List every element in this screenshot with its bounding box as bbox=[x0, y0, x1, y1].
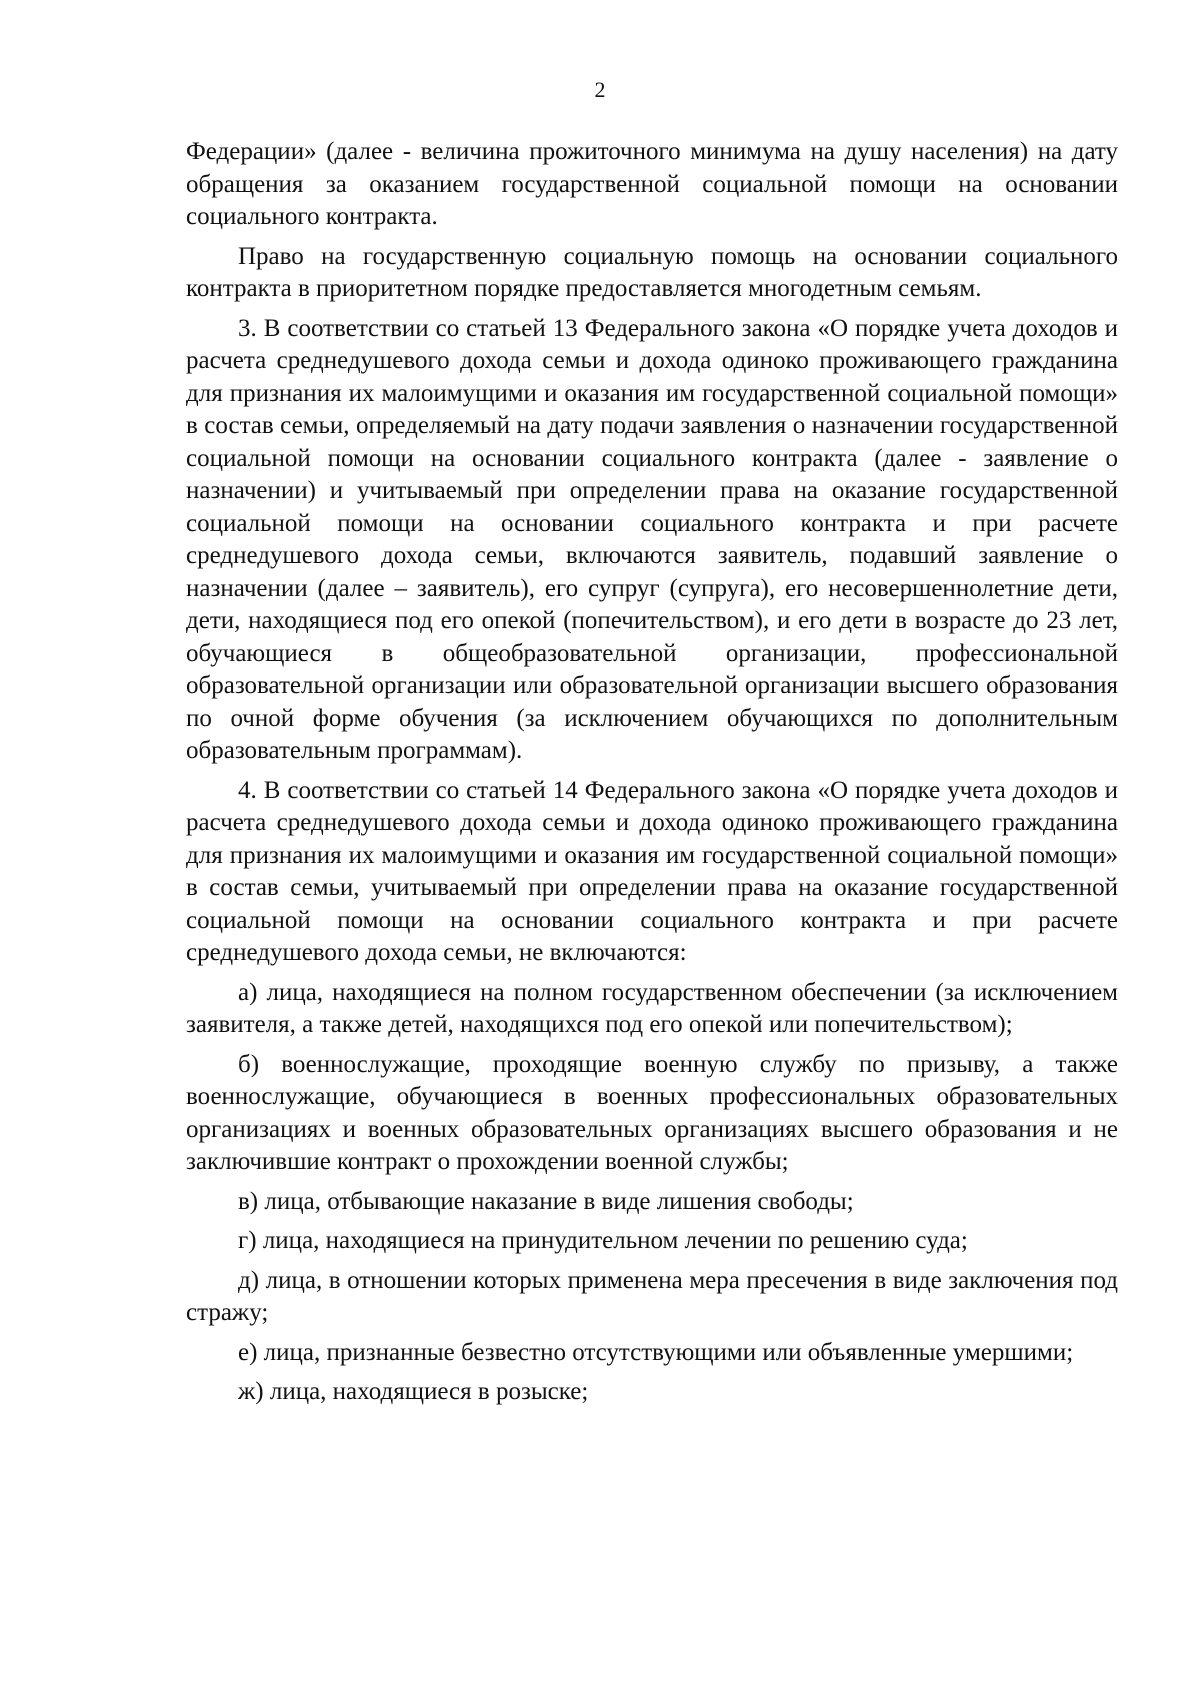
list-item-b: б) военнослужащие, проходящие военную службу по призыву, а также военнослужащие, обучающиеся в военных профессиональных образовательных организациях и военных образовательных организациях высшего образования и не заключившие контракт о прохождении военной службы; bbox=[186, 1050, 1118, 1175]
paragraph-item-4: 4. В соответствии со статьей 14 Федерального закона «О порядке учета доходов и расчета среднедушевого дохода семьи и дохода одиноко проживающего гражданина для признания их малоимущими и оказания им государственной социальной помощи» в состав семьи, учитываемый при определении права на оказание государственной социальной помощи на основании социального контракта и при расчете среднедушевого дохода семьи, не включаются: bbox=[186, 776, 1118, 966]
page-number: 2 bbox=[594, 77, 606, 102]
list-item-g: г) лица, находящиеся на принудительном лечении по решению суда; bbox=[238, 1227, 968, 1254]
list-item-v: в) лица, отбывающие наказание в виде лишения свободы; bbox=[238, 1187, 854, 1215]
list-item-d: д) лица, в отношении которых применена мера пресечения в виде заключения под стражу; bbox=[186, 1266, 1118, 1326]
list-item-e: е) лица, признанные безвестно отсутствующими или объявленные умершими; bbox=[238, 1338, 1074, 1366]
list-item-zh: ж) лица, находящиеся в розыске; bbox=[238, 1378, 589, 1405]
list-item-a: а) лица, находящиеся на полном государственном обеспечении (за исключением заявителя, а также детей, находящихся под его опекой или попечительством); bbox=[186, 978, 1118, 1038]
paragraph-continuation: Федерации» (далее - величина прожиточного минимума на душу населения) на дату обращения за оказанием государственной социальной помощи на основании социального контракта. bbox=[186, 138, 1118, 230]
paragraph-item-3: 3. В соответствии со статьей 13 Федерального закона «О порядке учета доходов и расчета среднедушевого дохода семьи и дохода одиноко проживающего гражданина для признания их малоимущими и оказания им государственной социальной помощи» в состав семьи, определяемый на дату подачи заявления о назначении государственной социальной помощи на основании социального контракта (далее - заявление о назначении) и учитываемый при определении права на оказание государственной социальной помощи на основании социального контракта и при расчете среднедушевого дохода семьи, включаются заявитель, подавший заявление о назначении (далее – заявитель), его супруг (супруга), его несовершеннолетние дети, дети, находящиеся под его опекой (попечительством), и его дети в возрасте до 23 лет, обучающиеся в общеобразовательной организации, профессиональной образовательной организации или образовательной организации высшего образования по очной форме обучения (за исключением обучающихся по дополнительным образовательным программам). bbox=[186, 314, 1118, 764]
document-body bbox=[186, 136, 1118, 1416]
paragraph-priority-right: Право на государственную социальную помощь на основании социального контракта в приоритетном порядке предоставляется многодетным семьям. bbox=[186, 242, 1118, 302]
